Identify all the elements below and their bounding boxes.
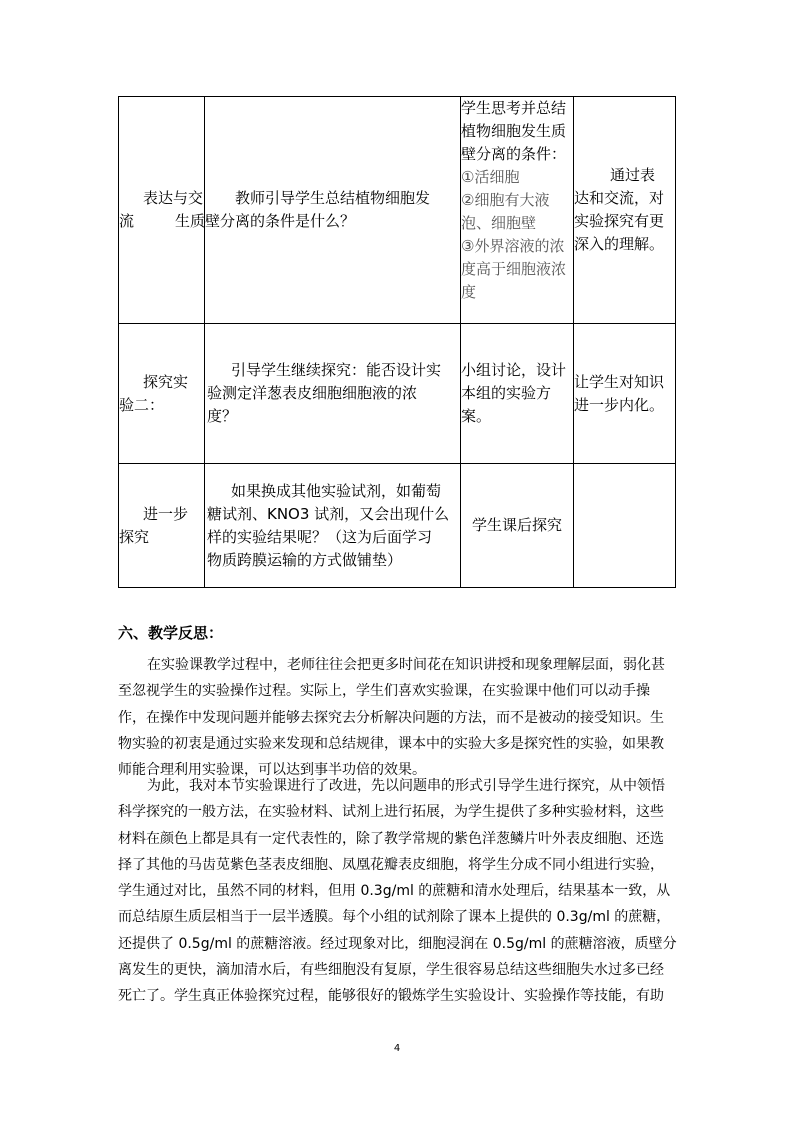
stage-line: 探究	[119, 527, 150, 546]
table-row	[119, 464, 676, 588]
purpose-line: 进一步内化。	[574, 395, 665, 414]
section-title: 六、教学反思：	[118, 624, 224, 642]
condition-item: 泡、细胞壁	[461, 214, 537, 232]
paragraph-line: 离发生的更快，滴加清水后，有些细胞没有复原，学生很容易总结这些细胞失水过多已经	[118, 962, 664, 979]
paragraph-line: 而总结原生质层相当于一层半透膜。每个小组的试剂除了课本上提供的 0.3g/ml 的蔗糖，	[118, 909, 671, 926]
condition-item: ③外界溶液的浓	[461, 237, 565, 255]
purpose-cell	[574, 97, 676, 324]
teacher-line: 度？	[207, 407, 238, 425]
purpose-line: 实验探究有更	[574, 212, 665, 230]
teacher-cell	[205, 464, 461, 588]
stage-line: 进一步	[143, 504, 189, 523]
paragraph-line: 科学探究的一般方法，在实验材料、试剂上进行拓展，为学生提供了多种实验材料，这些	[118, 804, 664, 821]
paragraph-line: 至忽视学生的实验操作过程。实际上，学生们喜欢实验课，在实验课中他们可以动手操	[118, 683, 650, 700]
student-line: 植物细胞发生质	[461, 122, 567, 140]
teacher-line: 验测定洋葱表皮细胞细胞液的浓	[207, 384, 418, 402]
table-row	[119, 97, 676, 324]
paragraph-line: 死亡了。学生真正体验探究过程，能够很好的锻炼学生实验设计、实验操作等技能，有助	[118, 988, 664, 1005]
purpose-cell-empty	[574, 464, 676, 588]
student-cell	[461, 97, 574, 324]
teacher-cell	[175, 97, 461, 324]
paragraph-line: 为此，我对本节实验课进行了改进，先以问题串的形式引导学生进行探究，从中领悟	[147, 778, 665, 794]
condition-item: ①活细胞	[461, 168, 520, 186]
stage-cell	[119, 464, 205, 588]
student-text: 学生课后探究	[471, 516, 562, 534]
condition-item: ②细胞有大液	[461, 191, 550, 209]
paragraph-line: 择了其他的马齿苋紫色茎表皮细胞、凤凰花瓣表皮细胞，将学生分成不同小组进行实验，	[118, 856, 664, 873]
table-row	[119, 324, 676, 464]
teacher-cell	[205, 324, 461, 464]
student-line: 案。	[461, 407, 492, 425]
purpose-line: 深入的理解。	[574, 235, 665, 253]
purpose-line: 让学生对知识	[574, 372, 665, 391]
student-line: 本组的实验方	[461, 384, 552, 402]
purpose-line: 达和交流，对	[574, 189, 665, 207]
teacher-line: 如果换成其他实验试剂，如葡萄	[231, 481, 442, 500]
paragraph-line: 师能合理利用实验课，可以达到事半功倍的效果。	[118, 762, 426, 779]
teacher-line: 糖试剂、KNO3 试剂，又会出现什么	[207, 504, 450, 523]
teacher-line: 物质跨膜运输的方式做铺垫）	[207, 550, 403, 569]
paragraph-line: 学生通过对比，虽然不同的材料，但用 0.3g/ml 的蔗糖和清水处理后，结果基本一致，从	[118, 883, 671, 900]
stage-line: 流	[119, 212, 135, 230]
paragraph-line: 物实验的初衷是通过实验来发现和总结规律，课本中的实验大多是探究性的实验，如果教	[118, 735, 664, 752]
paragraph-line: 材料在颜色上都是具有一定代表性的，除了教学常规的紫色洋葱鳞片叶外表皮细胞、还选	[118, 830, 664, 847]
teacher-line: 教师引导学生总结植物细胞发	[235, 189, 431, 207]
stage-line: 表达与交	[143, 189, 204, 207]
student-line: 壁分离的条件：	[461, 145, 567, 163]
stage-cell	[119, 324, 205, 464]
paragraph-line: 还提供了 0.5g/ml 的蔗糖溶液。经过现象对比，细胞浸润在 0.5g/ml 的蔗糖溶液，质壁分	[118, 935, 677, 952]
page-number: 4	[393, 1043, 401, 1054]
paragraph-line: 作，在操作中发现问题并能够去探究去分析解决问题的方法，而不是被动的接受知识。生	[118, 709, 664, 726]
stage-line: 验二：	[119, 395, 165, 414]
teacher-line: 生质壁分离的条件是什么？	[175, 212, 356, 230]
reflection-paragraph-1	[118, 652, 678, 783]
condition-item: 度	[461, 283, 477, 301]
condition-item: 度高于细胞液浓	[461, 260, 567, 278]
teacher-line: 引导学生继续探究：能否设计实	[231, 361, 442, 379]
reflection-paragraph-2	[118, 773, 678, 1010]
purpose-cell	[574, 324, 676, 464]
student-line: 小组讨论，设计	[461, 361, 567, 379]
paragraph-line: 在实验课教学过程中，老师往往会把更多时间花在知识讲授和现象理解层面，弱化甚	[147, 657, 665, 673]
student-cell	[461, 464, 574, 588]
student-cell	[461, 324, 574, 464]
student-line: 学生思考并总结	[461, 99, 567, 117]
purpose-line: 通过表	[610, 166, 656, 184]
lesson-table	[118, 96, 676, 588]
stage-line: 探究实	[143, 372, 189, 391]
teacher-line: 样的实验结果呢？（这为后面学习	[207, 527, 433, 546]
